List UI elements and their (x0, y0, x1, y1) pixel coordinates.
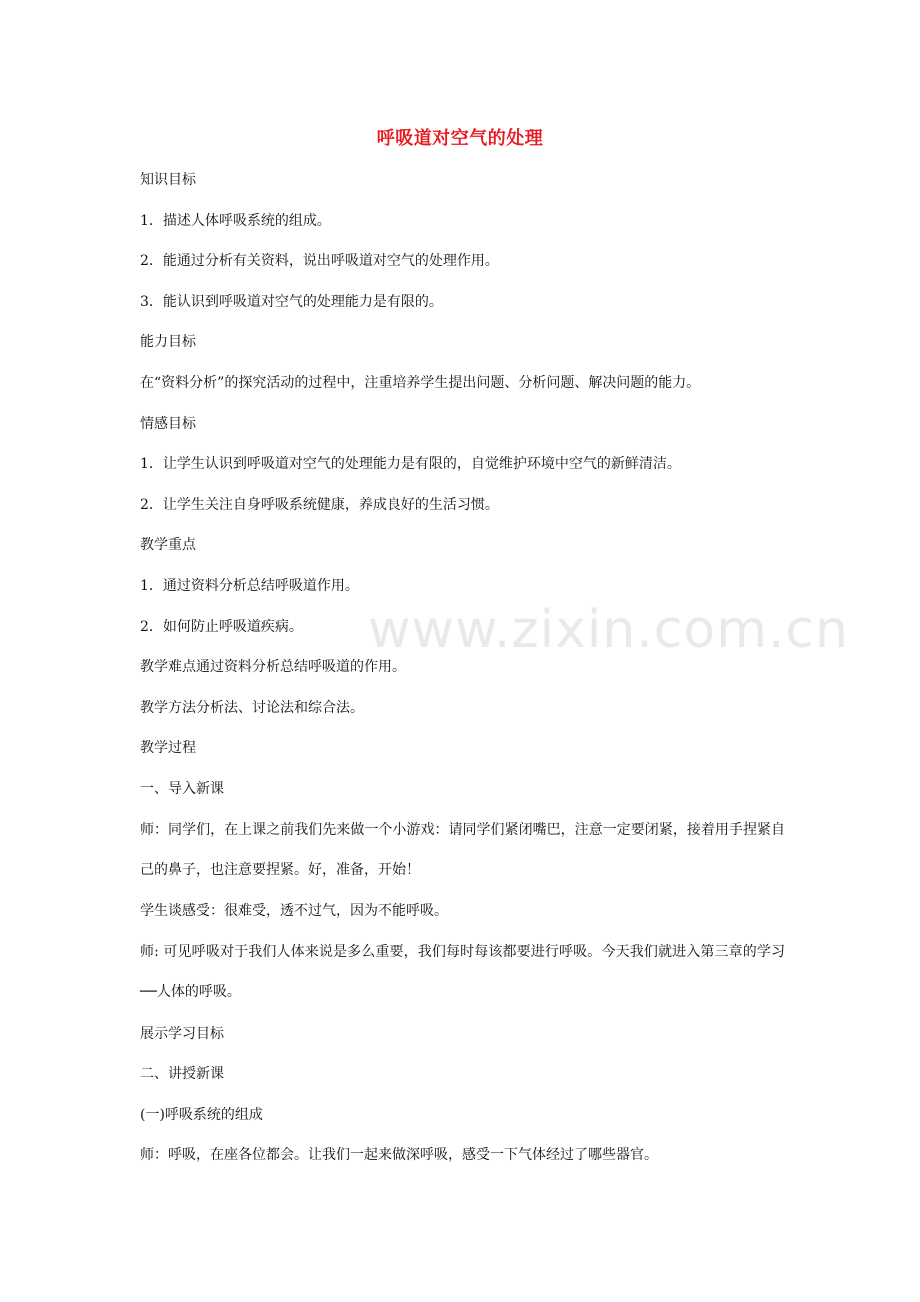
paragraph: 1．让学生认识到呼吸道对空气的处理能力是有限的，自觉维护环境中空气的新鲜清洁。 (140, 456, 681, 473)
paragraph-heading: 知识目标 (140, 172, 196, 188)
paragraph: 在“资料分析”的探究活动的过程中，注重培养学生提出问题、分析问题、解决问题的能力。 (140, 374, 701, 391)
paragraph-heading: 教学过程 (140, 740, 196, 757)
paragraph: 二、讲授新课 (140, 1066, 224, 1083)
paragraph: 师：呼吸，在座各位都会。让我们一起来做深呼吸，感受一下气体经过了哪些器官。 (140, 1147, 658, 1164)
paragraph: 展示学习目标 (140, 1025, 224, 1042)
paragraph: 师: 可见呼吸对于我们人体来说是多么重要，我们每时每该都要进行呼吸。今天我们就进入第三章的学习──人体的呼吸。 (140, 943, 785, 1001)
paragraph: 师：同学们，在上课之前我们先来做一个小游戏：请同学们紧闭嘴巴，注意一定要闭紧，接着用手捏紧自己的鼻子，也注意要捏紧。好，准备，开始！ (140, 821, 785, 879)
paragraph: 2．让学生关注自身呼吸系统健康，养成良好的生活习惯。 (140, 496, 499, 513)
paragraph: 1．描述人体呼吸系统的组成。 (140, 212, 331, 229)
paragraph: 教学难点通过资料分析总结呼吸道的作用。 (140, 659, 406, 676)
paragraph: 教学方法分析法、讨论法和综合法。 (140, 699, 364, 716)
paragraph: 一、导入新课 (140, 780, 224, 797)
paragraph: 2．能通过分析有关资料，说出呼吸道对空气的处理作用。 (140, 253, 499, 270)
paragraph-heading: 能力目标 (140, 334, 196, 351)
paragraph-heading: 情感目标 (140, 415, 196, 432)
watermark: www.zixin.com.cn (368, 600, 849, 660)
document-body (140, 170, 785, 1186)
paragraph: 1．通过资料分析总结呼吸道作用。 (140, 577, 359, 594)
paragraph-heading: 教学重点 (140, 537, 196, 554)
paragraph: 学生谈感受：很难受，透不过气，因为不能呼吸。 (140, 903, 448, 920)
document-title: 呼吸道对空气的处理 (376, 128, 544, 149)
paragraph: 2．如何防止呼吸道疾病。 (140, 618, 303, 635)
paragraph: 3．能认识到呼吸道对空气的处理能力是有限的。 (140, 293, 443, 310)
paragraph: (一)呼吸系统的组成 (140, 1106, 263, 1123)
